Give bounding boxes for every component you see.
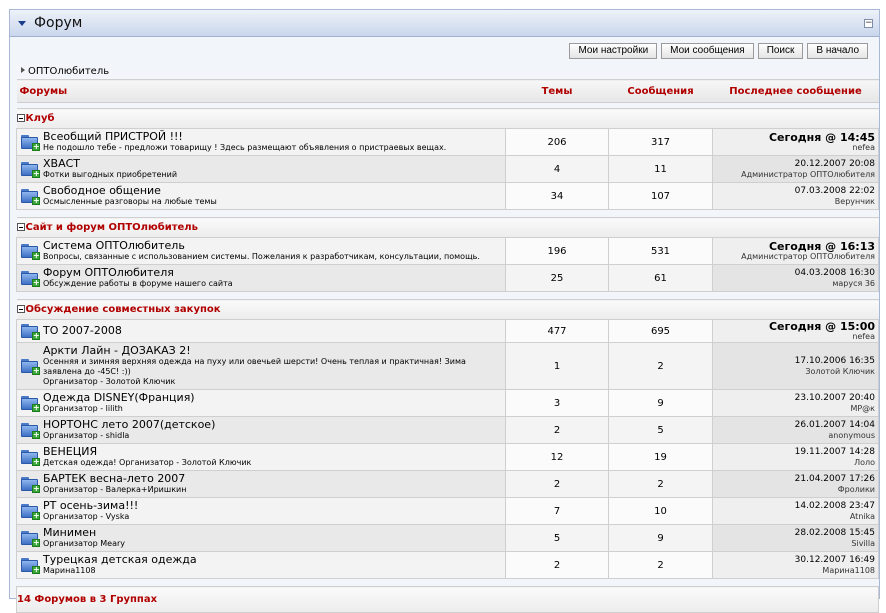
my-messages-button[interactable]: Мои сообщения [661, 43, 754, 59]
minimize-icon[interactable]: − [865, 18, 873, 28]
topics-count: 2 [506, 471, 609, 498]
forum-folder-icon: + [20, 269, 40, 287]
last-post-author[interactable]: Администратор ОПТОлюбителя [741, 169, 875, 179]
collapse-group-icon[interactable] [17, 305, 25, 313]
forum-folder-icon: + [20, 556, 40, 574]
topics-count: 3 [506, 390, 609, 417]
forum-row [17, 498, 879, 525]
forum-table-body [17, 103, 879, 579]
collapse-group-icon[interactable] [17, 114, 25, 122]
my-settings-button[interactable]: Мои настройки [569, 43, 657, 59]
topics-count: 2 [506, 417, 609, 444]
last-post-date[interactable]: 23.10.2007 20:40 [794, 392, 875, 403]
posts-count: 2 [609, 343, 713, 390]
forum-row [17, 320, 879, 343]
posts-count: 9 [609, 525, 713, 552]
forum-summary: 14 Форумов в 3 Группах [17, 587, 879, 613]
forum-cell [17, 417, 506, 444]
home-button[interactable]: В начало [807, 43, 868, 59]
forum-link[interactable]: Турецкая детская одежда [43, 553, 197, 566]
last-post-cell [713, 552, 879, 579]
forum-row [17, 156, 879, 183]
group-name[interactable]: Обсуждение совместных закупок [25, 304, 221, 315]
header-posts: Сообщения [609, 80, 713, 103]
forum-folder-icon: + [20, 242, 40, 260]
topics-count: 7 [506, 498, 609, 525]
topics-count: 25 [506, 265, 609, 292]
last-post-cell [713, 343, 879, 390]
forum-description: Обсуждение работы в форуме нашего сайта [43, 279, 233, 288]
forum-description: Детская одежда! Организатор - Золотой Ключик [43, 458, 252, 467]
last-post-cell [713, 320, 879, 343]
collapse-group-icon[interactable] [17, 223, 25, 231]
last-post-author[interactable]: nefea [852, 142, 875, 152]
forum-folder-icon: + [20, 322, 40, 340]
forum-cell [17, 444, 506, 471]
group-header[interactable] [17, 109, 879, 129]
last-post-date[interactable]: 04.03.2008 16:30 [794, 267, 875, 278]
forum-folder-icon: + [20, 448, 40, 466]
forum-link[interactable]: РТ осень-зима!!! [43, 499, 139, 512]
last-post-author[interactable]: anonymous [828, 430, 875, 440]
last-post-cell [713, 390, 879, 417]
forum-description: Марина1108 [43, 566, 96, 575]
forum-table [16, 79, 879, 613]
header-topics: Темы [506, 80, 609, 103]
window-titlebar [10, 10, 879, 37]
last-post-author[interactable]: MP@к [850, 403, 875, 413]
forum-folder-icon: + [20, 394, 40, 412]
topics-count: 5 [506, 525, 609, 552]
posts-count: 107 [609, 183, 713, 210]
header-forums: Форумы [17, 80, 506, 103]
collapse-triangle-icon[interactable] [18, 21, 26, 26]
forum-row [17, 129, 879, 156]
last-post-cell [713, 417, 879, 444]
breadcrumb-arrow-icon [21, 67, 25, 73]
topics-count: 1 [506, 343, 609, 390]
forum-description: Фотки выгодных приобретений [43, 170, 178, 179]
forum-row [17, 183, 879, 210]
search-button[interactable]: Поиск [758, 43, 804, 59]
last-post-author[interactable]: Лоло [854, 457, 875, 467]
last-post-author[interactable]: Фролики [837, 484, 875, 494]
forum-cell [17, 552, 506, 579]
forum-cell [17, 265, 506, 292]
last-post-date[interactable]: 07.03.2008 22:02 [794, 185, 875, 196]
breadcrumb-label[interactable]: ОПТОлюбитель [28, 66, 110, 77]
group-row [17, 109, 879, 129]
forum-description: Организатор - shidla [43, 431, 130, 440]
last-post-cell [713, 498, 879, 525]
forum-cell [17, 525, 506, 552]
forum-folder-icon: + [20, 160, 40, 178]
forum-description: Вопросы, связанные с использованием системы. Пожелания к разработчикам, консультации, помощь. [43, 252, 480, 261]
last-post-date[interactable]: 21.04.2007 17:26 [794, 473, 875, 484]
posts-count: 5 [609, 417, 713, 444]
posts-count: 61 [609, 265, 713, 292]
last-post-cell [713, 183, 879, 210]
last-post-date[interactable]: Сегодня @ 14:45 [768, 130, 875, 144]
topics-count: 4 [506, 156, 609, 183]
forum-row [17, 525, 879, 552]
group-row [17, 218, 879, 238]
last-post-author[interactable]: Администратор ОПТОлюбителя [741, 251, 875, 261]
last-post-author[interactable]: nefea [852, 331, 875, 341]
last-post-cell [713, 156, 879, 183]
forum-cell [17, 390, 506, 417]
forum-link[interactable]: Система ОПТОлюбитель [43, 239, 185, 252]
last-post-author[interactable]: Sivilla [851, 538, 875, 548]
forum-cell [17, 343, 506, 390]
posts-count: 2 [609, 552, 713, 579]
forum-folder-icon: + [20, 502, 40, 520]
forum-link[interactable]: ТО 2007-2008 [43, 324, 122, 337]
toolbar [569, 43, 868, 59]
topics-count: 196 [506, 238, 609, 265]
last-post-author[interactable]: Верунчик [834, 196, 875, 206]
forum-link[interactable]: Одежда DISNEY(Франция) [43, 391, 195, 404]
forum-link[interactable]: Аркти Лайн - ДОЗАКАЗ 2! [43, 344, 191, 357]
last-post-cell [713, 238, 879, 265]
posts-count: 19 [609, 444, 713, 471]
forum-row [17, 417, 879, 444]
last-post-cell [713, 444, 879, 471]
forum-window [9, 9, 880, 605]
forum-link[interactable]: ВЕНЕЦИЯ [43, 445, 98, 458]
posts-count: 10 [609, 498, 713, 525]
forum-row [17, 471, 879, 498]
table-header [17, 80, 879, 103]
forum-link[interactable]: БАРТЕК весна-лето 2007 [43, 472, 186, 485]
last-post-date[interactable]: 28.02.2008 15:45 [794, 527, 875, 538]
last-post-date[interactable]: Сегодня @ 16:13 [768, 239, 875, 253]
forum-link[interactable]: Всеобщий ПРИСТРОЙ !!! [43, 130, 183, 143]
forum-cell [17, 129, 506, 156]
posts-count: 9 [609, 390, 713, 417]
forum-cell [17, 471, 506, 498]
forum-row [17, 343, 879, 390]
last-post-date[interactable]: 19.11.2007 14:28 [794, 446, 875, 457]
last-post-author[interactable]: Золотой Ключик [805, 366, 875, 376]
last-post-cell [713, 525, 879, 552]
last-post-date[interactable]: 20.12.2007 20:08 [794, 158, 875, 169]
forum-link[interactable]: Свободное общение [43, 184, 161, 197]
topics-count: 477 [506, 320, 609, 343]
last-post-author[interactable]: Atnika [849, 511, 875, 521]
topics-count: 2 [506, 552, 609, 579]
forum-description: Организатор - lilith [43, 404, 123, 413]
last-post-author[interactable]: Марина1108 [822, 565, 875, 575]
last-post-cell [713, 471, 879, 498]
last-post-date[interactable]: 30.12.2007 16:49 [794, 554, 875, 565]
posts-count: 695 [609, 320, 713, 343]
forum-organizer: Организатор - Золотой Ключик [43, 377, 176, 386]
forum-description: Организатор - Валерка+Иришкин [43, 485, 187, 494]
topics-count: 34 [506, 183, 609, 210]
last-post-date[interactable]: 14.02.2008 23:47 [794, 500, 875, 511]
last-post-date[interactable]: Сегодня @ 15:00 [768, 319, 875, 333]
posts-count: 317 [609, 129, 713, 156]
window-title: Форум [34, 15, 83, 31]
forum-folder-icon: + [20, 475, 40, 493]
forum-description: Осенняя и зимняя верхняя одежда на пуху или овечьей шерсти! Очень теплая и практичная! Зима заявлена до -45С! :)) [43, 357, 466, 376]
forum-folder-icon: + [20, 187, 40, 205]
group-header[interactable] [17, 300, 879, 320]
forum-row [17, 265, 879, 292]
forum-folder-icon: + [20, 133, 40, 151]
forum-folder-icon: + [20, 421, 40, 439]
forum-cell [17, 320, 506, 343]
forum-folder-icon: + [20, 529, 40, 547]
forum-description: Организатор - Vyska [43, 512, 130, 521]
group-name[interactable]: Клуб [25, 113, 55, 124]
topics-count: 12 [506, 444, 609, 471]
posts-count: 11 [609, 156, 713, 183]
header-last-post: Последнее сообщение [713, 80, 879, 103]
last-post-cell [713, 129, 879, 156]
forum-summary-row [17, 587, 879, 613]
forum-link[interactable]: Минимен [43, 526, 97, 539]
forum-description: Организатор Meary [43, 539, 125, 548]
forum-cell [17, 183, 506, 210]
posts-count: 2 [609, 471, 713, 498]
forum-link[interactable]: ХВАСТ [43, 157, 81, 170]
forum-cell [17, 238, 506, 265]
last-post-author[interactable]: маруся 36 [832, 278, 875, 288]
breadcrumb[interactable] [21, 66, 109, 77]
posts-count: 531 [609, 238, 713, 265]
forum-description: Не подошло тебе - предложи товарищу ! Здесь размещают объявления о пристраевых вещах. [43, 143, 447, 152]
forum-folder-icon: + [20, 357, 40, 375]
group-header[interactable] [17, 218, 879, 238]
topics-count: 206 [506, 129, 609, 156]
forum-row [17, 444, 879, 471]
last-post-cell [713, 265, 879, 292]
last-post-date[interactable]: 26.01.2007 14:04 [794, 419, 875, 430]
group-row [17, 300, 879, 320]
forum-row [17, 238, 879, 265]
forum-link[interactable]: Форум ОПТОлюбителя [43, 266, 174, 279]
forum-cell [17, 156, 506, 183]
forum-link[interactable]: НОРТОНС лето 2007(детское) [43, 418, 216, 431]
last-post-date[interactable]: 17.10.2006 16:35 [794, 355, 875, 366]
forum-row [17, 390, 879, 417]
forum-cell [17, 498, 506, 525]
forum-description: Осмысленные разговоры на любые темы [43, 197, 217, 206]
group-name[interactable]: Сайт и форум ОПТОлюбитель [25, 222, 198, 233]
forum-row [17, 552, 879, 579]
